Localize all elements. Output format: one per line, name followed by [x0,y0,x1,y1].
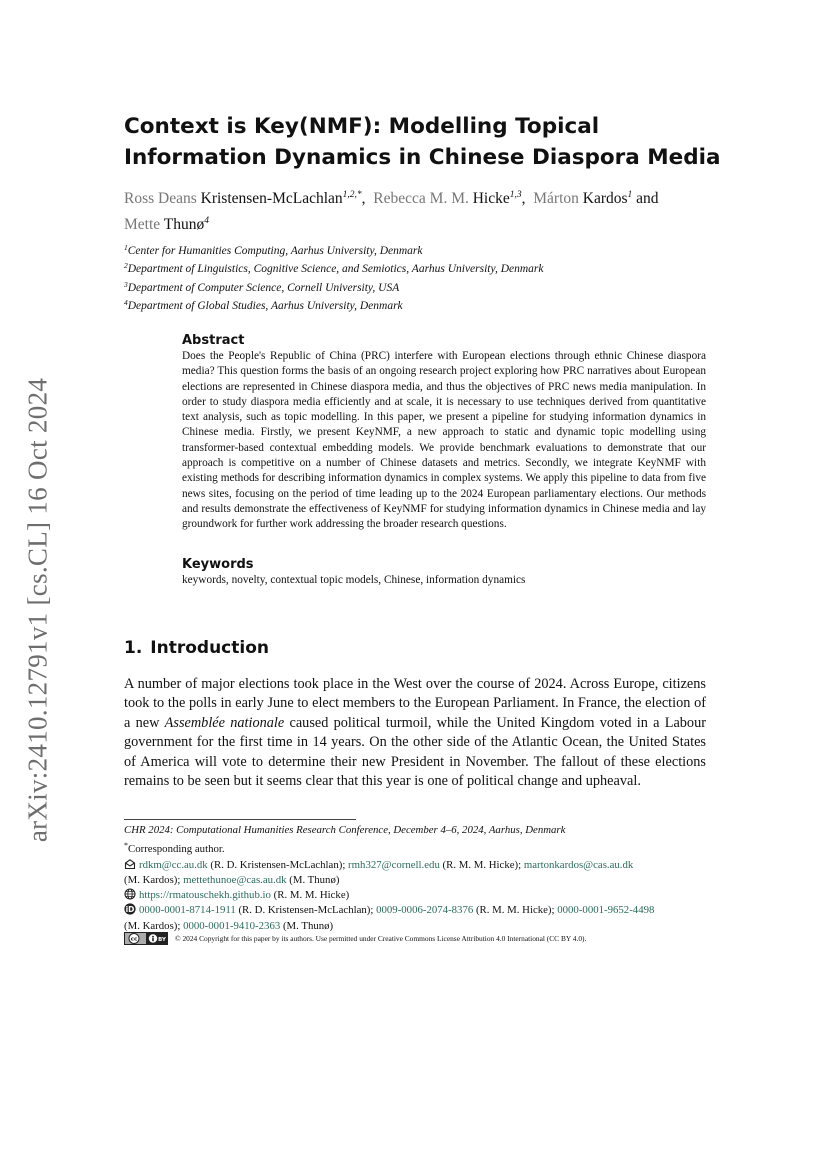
svg-text:BY: BY [158,936,166,943]
license-note [124,932,714,946]
abstract-heading: Abstract [182,333,245,348]
orcid-link[interactable]: 0009-0006-2074-8376 [376,904,474,917]
paper-title: Context is Key(NMF): Modelling Topical Information Dynamics in Chinese Diaspora Media [124,114,721,170]
arxiv-identifier [18,365,58,855]
author: Márton Kardos$^1$ and [533,190,663,207]
envelope-icon [124,858,136,870]
arxiv-id-text: arXiv:2410.12791v1 [cs.CL] 16 Oct 2024 [22,377,53,843]
introduction-heading: 1. Introduction [124,638,269,658]
author: Ross Deans Kristensen-McLachlan$^{1,2,*}$, [124,190,374,207]
affiliation: $^4$Department of Global Studies, Aarhus University, Denmark [124,297,403,312]
footnote-rule [124,819,356,820]
abstract-section [182,333,706,533]
orcid-note: iD 0000-0001-8714-1911 (R. D. Kristensen-McLachlan); 0009-0006-2074-8376 (R. M. M. Hicke); 0000-0001-9652-4498 (M. Kardos); 0000-0001-9410-2363 (M. Thunø) [124,904,655,932]
website-note: https://rmatouschekh.github.io (R. M. M. Hicke) [124,888,714,903]
abstract-text: Does the People's Republic of China (PRC) interfere with European elections through ethnic Chinese diaspora media? This question forms the basis of an ongoing research project exploring how PRC narratives about European elections are represented in Chinese diaspora media, and thus the objectives of PRC news media manipulation. In order to study diaspora media efficiently and at scale, it is necessary to use techniques derived from quantitative text analysis, such as topic modelling. In this paper, we present a pipeline for studying information dynamics in Chinese media. Firstly, we present KeyNMF, a new approach to static and dynamic topic modelling using transformer-based contextual embedding models. We provide benchmark evaluations to demonstrate that our approach is competitive on a number of Chinese datasets and metrics. Secondly, we integrate KeyNMF with existing methods for describing information dynamics in complex systems. We apply this pipeline to data from five news sites, focusing on the period of time leading up to the 2024 European parliamentary elections. Our methods and results demonstrate the effectiveness of KeyNMF for studying information dynamics in Chinese media and lay groundwork for further work addressing the broader research questions. [182,350,706,531]
orcid-link[interactable]: 0000-0001-9410-2363 [183,919,281,932]
email-note: rdkm@cc.au.dk (R. D. Kristensen-McLachlan); rmh327@cornell.edu (R. M. M. Hicke); martonkardos@cas.au.dk (M. Kardos); mettethunoe@cas.au.dk (M. Thunø) [124,858,634,886]
email-link[interactable]: mettethunoe@cas.au.dk [183,873,287,886]
svg-text:iD: iD [125,905,135,915]
cc-by-badge [124,932,168,945]
keywords-text: keywords, novelty, contextual topic models, Chinese, information dynamics [182,574,526,586]
corresponding-note: *Corresponding author. [124,841,225,856]
affiliation: $^1$Center for Humanities Computing, Aarhus University, Denmark [124,243,423,257]
orcid-icon [124,903,136,915]
author: Mette Thunø$^4$ [124,216,209,233]
email-link[interactable]: rdkm@cc.au.dk [139,858,208,871]
orcid-link[interactable]: 0000-0001-9652-4498 [557,904,655,917]
affiliation: $^3$Department of Computer Science, Cornell University, USA [124,279,400,294]
email-link[interactable]: martonkardos@cas.au.dk [523,858,634,871]
conference-note: CHR 2024: Computational Humanities Research Conference, December 4–6, 2024, Aarhus, Denmark [124,824,566,836]
svg-text:cc: cc [130,936,138,943]
globe-icon [124,888,136,900]
keywords-section [182,557,706,588]
section-number: 1. [124,638,143,658]
footnotes [124,823,714,934]
keywords-heading: Keywords [182,557,254,572]
email-link[interactable]: rmh327@cornell.edu [348,858,440,871]
affiliation: $^2$Department of Linguistics, Cognitive Science, and Semiotics, Aarhus University, Denmark [124,261,544,276]
website-link[interactable]: https://rmatouschekh.github.io [139,889,271,902]
author: Rebecca M. M. Hicke$^{1,3}$, [373,190,534,207]
license-text: © 2024 Copyright for this paper by its authors. Use permitted under Creative Commons License Attribution 4.0 International (CC BY 4.0). [175,934,587,943]
orcid-link[interactable]: 0000-0001-8714-1911 [139,904,236,917]
affiliation-list [124,239,714,312]
introduction-paragraph: A number of major elections took place in the West over the course of 2024. Across Europe, citizens took to the polls in early June to elect members to the European Parliament. In France, the election of a new Assemblée nationale caused political turmoil, while the United Kingdom voted in a Labour government for the first time in 14 years. On the other side of the Atlantic Ocean, the United States of America will vote to determine their new President in November. The fallout of these elections remains to be seen but it seems clear that this year is one of political change and upheaval. [124,676,706,790]
author-list [124,184,714,236]
